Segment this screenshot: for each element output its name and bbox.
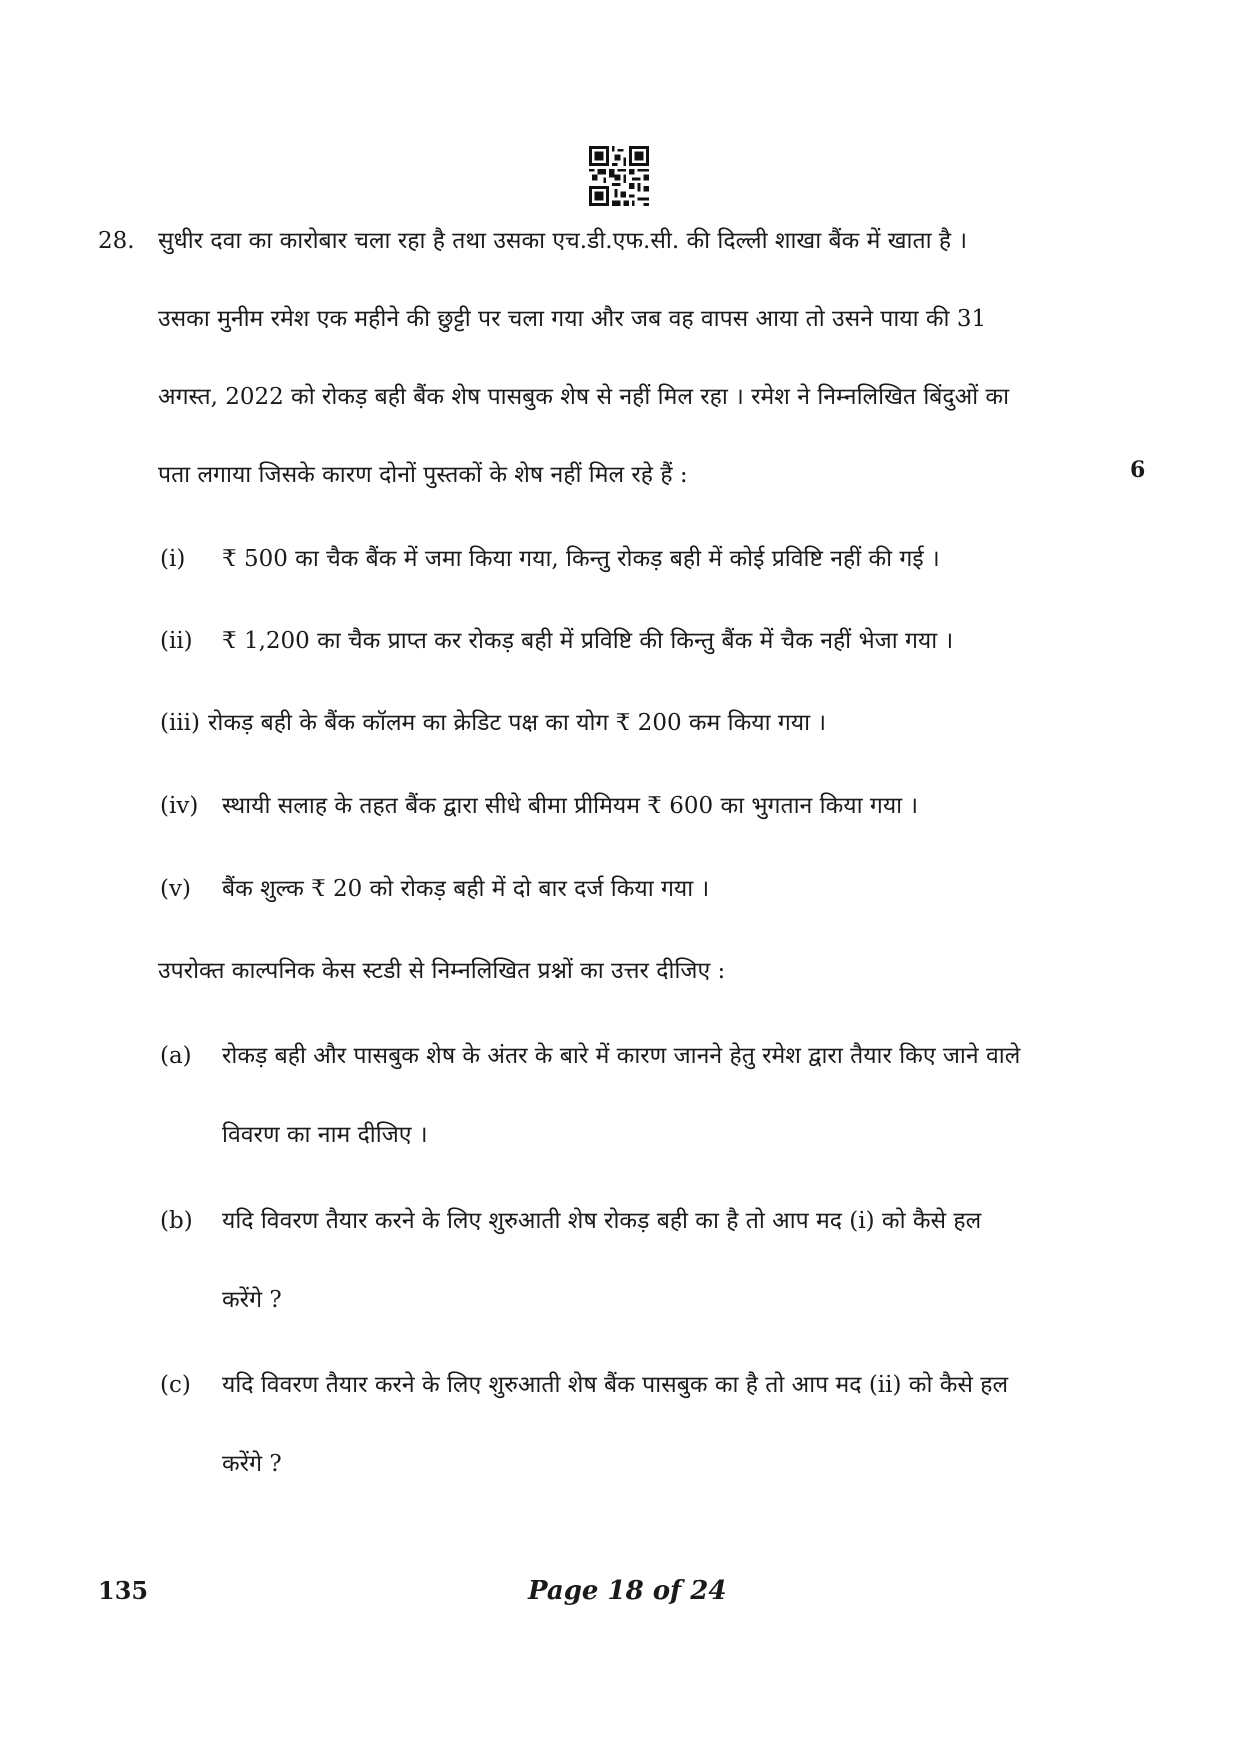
sub-question-label: (b) xyxy=(160,1208,193,1234)
item-label: (ii) xyxy=(160,628,193,654)
page-number: Page 18 of 24 xyxy=(528,1576,727,1606)
item-label: (iii) xyxy=(160,710,201,736)
intro-line: उसका मुनीम रमेश एक महीने की छुट्टी पर चला गया और जब वह वापस आया तो उसने पाया की 31 xyxy=(158,306,987,332)
sub-question-text: यदि विवरण तैयार करने के लिए शुरुआती शेष बैंक पासबुक का है तो आप मद (ii) को कैसे हल xyxy=(222,1372,1009,1398)
sub-question-label: (c) xyxy=(160,1372,191,1398)
item-label: (v) xyxy=(160,876,191,902)
qr-code-icon xyxy=(589,145,649,207)
paper-code: 135 xyxy=(98,1576,149,1605)
sub-question-text: करेंगे ? xyxy=(222,1287,282,1313)
sub-question-label: (a) xyxy=(160,1043,192,1069)
instruction-text: उपरोक्त काल्पनिक केस स्टडी से निम्नलिखित प्रश्नों का उत्तर दीजिए : xyxy=(158,958,726,984)
sub-question-text: विवरण का नाम दीजिए । xyxy=(222,1122,428,1148)
item-text: बैंक शुल्क ₹ 20 को रोकड़ बही में दो बार दर्ज किया गया । xyxy=(222,876,710,902)
item-label: (i) xyxy=(160,546,186,572)
item-label: (iv) xyxy=(160,793,199,819)
sub-question-text: करेंगे ? xyxy=(222,1451,282,1477)
item-text: स्थायी सलाह के तहत बैंक द्वारा सीधे बीमा प्रीमियम ₹ 600 का भुगतान किया गया । xyxy=(222,793,919,819)
intro-line: पता लगाया जिसके कारण दोनों पुस्तकों के शेष नहीं मिल रहे हैं : xyxy=(158,462,688,488)
item-text: ₹ 500 का चैक बैंक में जमा किया गया, किन्तु रोकड़ बही में कोई प्रविष्टि नहीं की गई । xyxy=(222,546,940,572)
item-text: रोकड़ बही के बैंक कॉलम का क्रेडिट पक्ष का योग ₹ 200 कम किया गया । xyxy=(208,710,827,736)
question-number: 28. xyxy=(98,228,135,254)
marks-value: 6 xyxy=(1130,457,1146,483)
intro-line: अगस्त, 2022 को रोकड़ बही बैंक शेष पासबुक शेष से नहीं मिल रहा । रमेश ने निम्नलिखित बिंदुओं का xyxy=(158,384,1010,410)
intro-line: सुधीर दवा का कारोबार चला रहा है तथा उसका एच.डी.एफ.सी. की दिल्ली शाखा बैंक में खाता है । xyxy=(158,228,968,254)
sub-question-text: यदि विवरण तैयार करने के लिए शुरुआती शेष रोकड़ बही का है तो आप मद (i) को कैसे हल xyxy=(222,1208,982,1234)
item-text: ₹ 1,200 का चैक प्राप्त कर रोकड़ बही में प्रविष्टि की किन्तु बैंक में चैक नहीं भेजा गया । xyxy=(222,628,954,654)
sub-question-text: रोकड़ बही और पासबुक शेष के अंतर के बारे में कारण जानने हेतु रमेश द्वारा तैयार किए जाने वाले xyxy=(222,1043,1021,1069)
